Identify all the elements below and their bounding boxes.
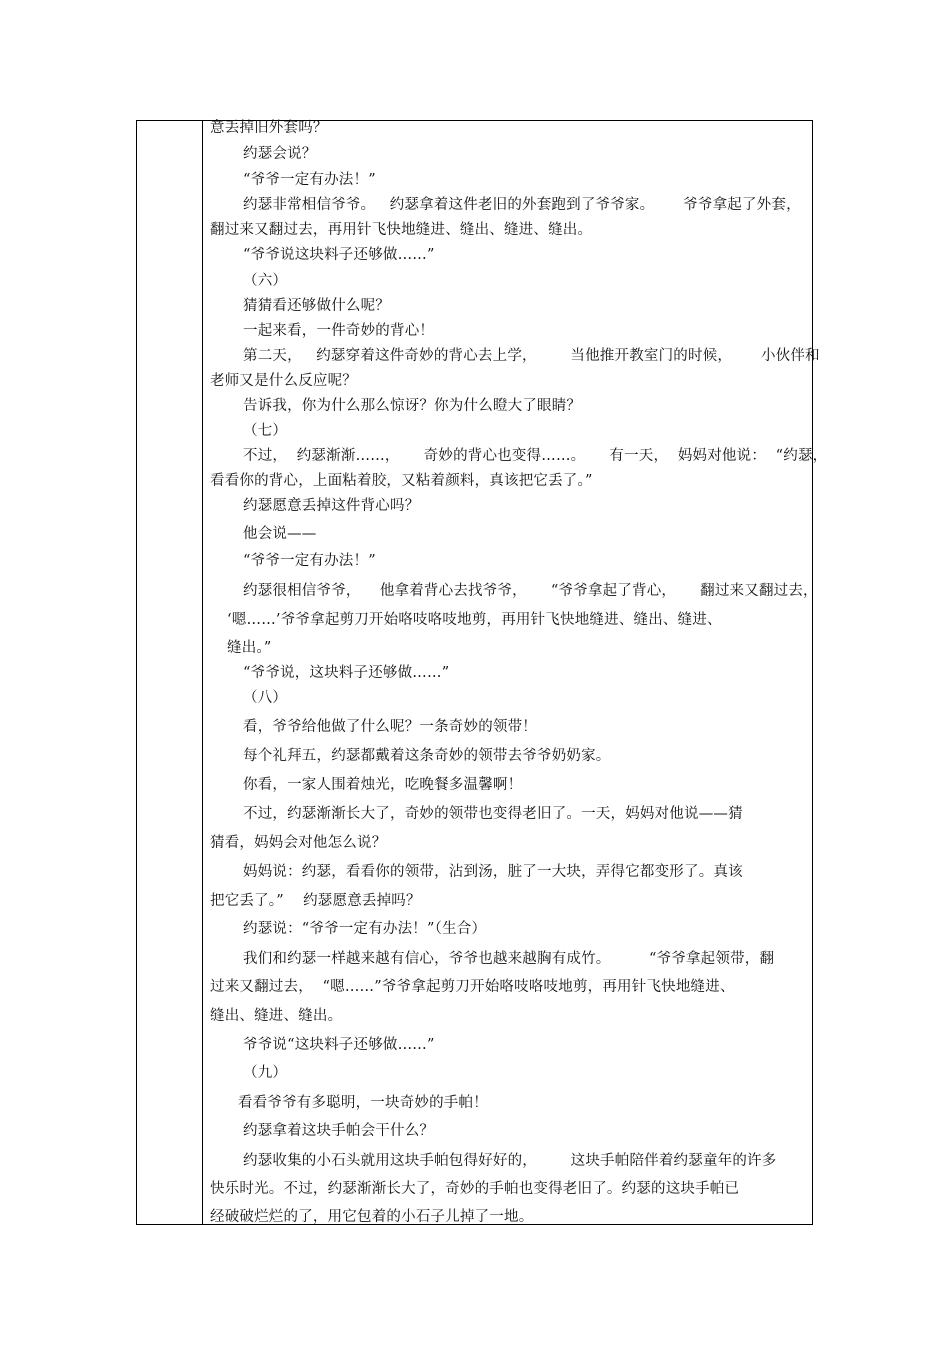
text-line: “爷爷一定有办法！” — [243, 172, 376, 188]
text-line: 猜猜看还够做什么呢？ — [243, 298, 390, 314]
text-line: 你看，一家人围着烛光，吃晚餐多温馨啊！ — [243, 777, 523, 793]
text-line: 缝出。” — [227, 640, 272, 656]
text-line: 把它丢了。” 约瑟愿意丢掉吗？ — [210, 893, 421, 909]
text-line: 看，爷爷给他做了什么呢？一条奇妙的领带！ — [243, 719, 537, 735]
section-heading: （七） — [243, 423, 288, 439]
text-line: 约瑟收集的小石头就用这块手帕包得好好的， 这块手帕陪伴着约瑟童年的许多 — [243, 1153, 777, 1169]
text-line: 不过， 约瑟渐渐……， 奇妙的背心也变得……。 有一天， 妈妈对他说： “约瑟， — [243, 448, 828, 464]
text-line: “爷爷说这块料子还够做……” — [243, 247, 435, 263]
text-line: 意丢掉旧外套吗？ — [210, 120, 328, 136]
text-line: 他会说—— — [243, 526, 317, 542]
text-line: 缝出、缝进、缝出。 — [210, 1008, 343, 1024]
text-line: 经破破烂烂的了，用它包着的小石子儿掉了一地。 — [210, 1209, 534, 1225]
text-line: 约瑟会说？ — [243, 146, 317, 162]
text-line: 猜看，妈妈会对他怎么说？ — [210, 835, 387, 851]
text-line: 爷爷说“这块料子还够做……” — [243, 1037, 435, 1053]
text-line: 约瑟非常相信爷爷。 约瑟拿着这件老旧的外套跑到了爷爷家。 爷爷拿起了外套， — [243, 197, 801, 213]
text-line: 不过，约瑟渐渐长大了，奇妙的领带也变得老旧了。一天，妈妈对他说——猜 — [243, 806, 743, 822]
text-line: 妈妈说：约瑟，看看你的领带，沾到汤，脏了一大块，弄得它都变形了。真该 — [243, 864, 743, 880]
section-heading: （九） — [243, 1065, 288, 1081]
text-line: 过来又翻过去， “嗯……”爷爷拿起剪刀开始咯吱咯吱地剪，再用针飞快地缝进、 — [210, 979, 735, 995]
section-heading: （八） — [243, 690, 288, 706]
section-heading: （六） — [243, 273, 288, 289]
text-line: “爷爷说，这块料子还够做……” — [243, 665, 450, 681]
text-line: 约瑟很相信爷爷， 他拿着背心去找爷爷， “爷爷拿起了背心， 翻过来又翻过去， — [243, 583, 818, 599]
text-line: 约瑟愿意丢掉这件背心吗？ — [243, 498, 420, 514]
text-line: 看看爷爷有多聪明，一块奇妙的手帕！ — [238, 1095, 488, 1111]
text-line: 每个礼拜五，约瑟都戴着这条奇妙的领带去爷爷奶奶家。 — [243, 748, 611, 764]
text-line: 翻过来又翻过去，再用针飞快地缝进、缝出、缝进、缝出。 — [210, 222, 593, 238]
text-line: 约瑟拿着这块手帕会干什么？ — [243, 1123, 435, 1139]
text-line: 快乐时光。不过，约瑟渐渐长大了，奇妙的手帕也变得老旧了。约瑟的这块手帕已 — [210, 1181, 740, 1197]
column-divider — [202, 121, 203, 1224]
table-left-cell — [137, 121, 202, 1224]
text-line: “爷爷一定有办法！” — [243, 553, 376, 569]
text-line: 告诉我，你为什么那么惊讶？你为什么瞪大了眼睛？ — [243, 398, 582, 414]
text-line: 约瑟说：“爷爷一定有办法！”（生合） — [243, 921, 487, 937]
lesson-table — [136, 120, 813, 1225]
text-line: 老师又是什么反应呢？ — [210, 373, 357, 389]
text-line: 第二天， 约瑟穿着这件奇妙的背心去上学， 当他推开教室门的时候， 小伙伴和 — [243, 348, 820, 364]
text-line: 一起来看，一件奇妙的背心！ — [243, 323, 435, 339]
text-line: 看看你的背心，上面粘着胶，又粘着颜料，真该把它丢了。” — [210, 473, 593, 489]
text-line: 我们和约瑟一样越来越有信心，爷爷也越来越胸有成竹。 “爷爷拿起领带，翻 — [243, 951, 775, 967]
text-line: ‘嗯……’爷爷拿起剪刀开始咯吱咯吱地剪，再用针飞快地缝进、缝出、缝进、 — [227, 612, 722, 628]
